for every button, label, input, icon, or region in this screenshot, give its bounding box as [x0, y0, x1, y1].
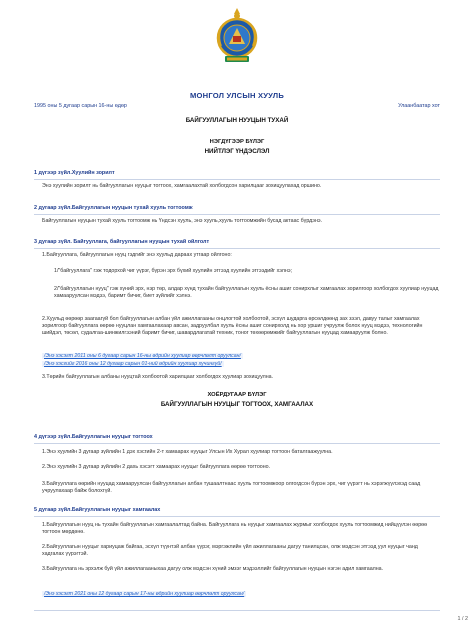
divider	[34, 443, 440, 444]
page-number: 1 / 2	[457, 616, 468, 622]
chapter-1-number: НЭГДҮГЭЭР БҮЛЭГ	[209, 139, 265, 145]
law-type-title: МОНГОЛ УЛСЫН ХУУЛЬ	[190, 91, 284, 100]
article-4-clause-3: 3.Байгууллага өөрийн нууцад хамааруулсан байгууллагын албан тушаалтнаас хууль тогтоомжоор олгогдсон бүрэн эрх, чиг үүрэгт нь хэрэгжүүлэхэд саад учруулахаар байж болохгүй.	[42, 481, 421, 495]
article-3-clause-3: 3.Төрийн байгууллагын албаны нууцтай холбоотой харилцааг холбогдох хуулиар зохицуулна.	[42, 374, 274, 380]
amendment-link[interactable]: /Энэ хэсэгт 2021 оны 12 дугаар сарын 17-ны өдрийн хуулиар өөрчлөлт оруулсан/	[44, 591, 245, 597]
article-3-clause-1: 1.Байгууллага, байгууллагын нууц гэдгийг энэ хуульд дараах утгаар ойлгоно:	[42, 252, 232, 258]
article-3-heading: 3 дугаар зүйл. Байгууллага, байгууллагын нууцын тухай ойлголт	[34, 239, 210, 245]
article-2-heading: 2 дугаар зүйл.Байгууллагын нууцын тухай хууль тогтоомж	[34, 205, 193, 211]
divider	[34, 214, 440, 215]
chapter-2-title: БАЙГУУЛЛАГЫН НУУЦЫГ ТОГТООХ, ХАМГААЛАХ	[160, 401, 314, 408]
article-2-text: Байгууллагын нууцын тухай хууль тогтоомж нь Үндсэн хууль, энэ хууль,хууль тогтоомжийн бусад актаас бүрдэнэ.	[42, 218, 323, 224]
enactment-city: Улаанбаатар хот	[398, 103, 440, 109]
divider	[34, 179, 440, 180]
article-3-clause-1-2: 2/"байгууллагын нууц" гэж хүний эрх, нэр төр, алдар хүнд тухайн байгууллагын хууль ёсны ашиг сонирхлыг хамгаалах зорилгоор холбогдох хуулиар нууцад хамааруулсан мэдээ, баримт бичиг, биет зүйлийг хэлнэ.	[54, 286, 439, 300]
article-3-clause-1-1: 1/"байгууллага" гэж тодорхой чиг үүрэг, бүрэн эрх бүхий хуулийн этгээд хуулийн этгээдийг хэлнэ;	[54, 268, 292, 274]
amendment-link[interactable]: /Энэ хэсгийг 2016 оны 12 дугаар сарын 01-ний өдрийн хуулиар хүчингүй/	[44, 361, 222, 367]
chapter-1-title: НИЙТЛЭГ ҮНДЭСЛЭЛ	[204, 148, 270, 155]
document-title: БАЙГУУЛЛАГЫН НУУЦЫН ТУХАЙ	[185, 117, 289, 124]
article-4-heading: 4 дүгээр зүйл.Байгууллагын нууцыг тогтоох	[34, 434, 153, 440]
article-4-clause-2: 2.Энэ хуулийн 3 дугаар зүйлийн 2 дахь хэсэгт хамаарах нууцыг байгууллага өөрөө тогтооно.	[42, 464, 271, 470]
state-emblem-icon	[213, 6, 261, 68]
article-5-heading: 5 дугаар зүйл.Байгууллагын нууцыг хамгаалах	[34, 507, 161, 513]
article-3-clause-2: 2.Хуульд өөрөөр заагаагүй бол байгууллагын албан үйл ажиллагааны онцлогтой холбоотой, эсхүл шударга өрсөлдөөнд зах зээл, давуу талыг хамгаалах зорилгоор байгууллага өөрөө нууцлан хамгаалахаар авсан, задруулбал хууль ёсны ашиг сонирхолд нь хор уршиг учруулж болох нууц мэдээ, технологийн шийдэл, төсөл, судалгаа-шинжилгээний баримт бичиг, шавардлагатай техник, тоног төхөөрөмжийг байгууллагын нууцад хамааруулж болно.	[42, 316, 423, 337]
divider	[34, 248, 440, 249]
article-5-clause-2: 2.Байгууллагын нууцыг хариуцаж байгаа, эсхүл түүнтэй албан үүрэг, мэргэжлийн үйл ажиллагааны дагуу танилцсан, олж мэдсэн этгээд уул нууцыг чанд хадгалах үүрэгтэй.	[42, 544, 418, 558]
article-5-clause-3: 3.Байгууллага нь эрхэлж буй үйл ажиллагааныхаа дагуу олж мэдсэн хүний эмзэг мэдээллийг байгууллагын нууцын нэгэн адил хамгаална.	[42, 566, 384, 572]
article-5-clause-1: 1.Байгууллагын нууц нь тухайн байгууллагын хамгаалалтад байна. Байгууллага нь нууцыг хамгаалах журмыг холбогдох хууль тогтоомжид нийцүүлэн өөрөө тогтоон мөрдөнө.	[42, 522, 428, 536]
divider	[34, 516, 440, 517]
amendment-link[interactable]: /Энэ хэсэгт 2011 оны 6 дугаар сарын 16-ны өдрийн хуулиар өөрчлөлт оруулсан/	[44, 353, 241, 359]
chapter-2-number: ХОЁРДУГААР БҮЛЭГ	[207, 392, 267, 398]
footer-divider	[34, 610, 440, 611]
enactment-date: 1995 оны 5 дугаар сарын 16-ны өдөр	[34, 103, 127, 109]
article-1-heading: 1 дүгээр зүйл.Хуулийн зорилт	[34, 170, 115, 176]
article-1-text: Энэ хуулийн зорилт нь байгууллагын нууцыг тогтоох, хамгаалахтай холбогдсон харилцааг зохицуулахад оршино.	[42, 183, 322, 189]
article-4-clause-1: 1.Энэ хуулийн 3 дугаар зүйлийн 1 дэх хэсгийн 2-т хамаарах нууцыг Улсын Их Хурал хуулиар тогтоон баталгаажуулна.	[42, 449, 333, 455]
